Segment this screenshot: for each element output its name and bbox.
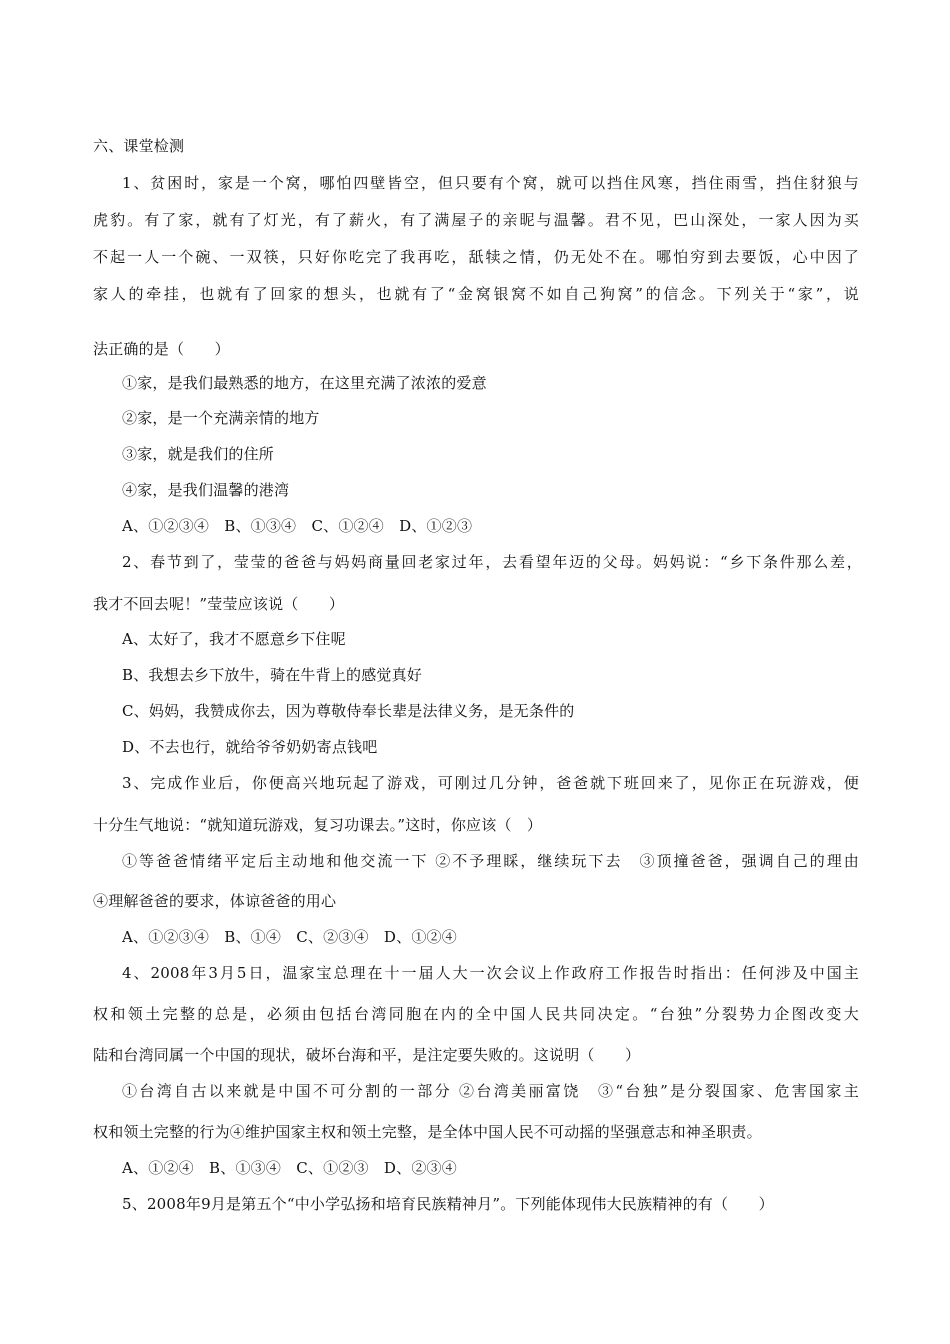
q3-options: A、①②③④ B、①④ C、②③④ D、①②④ bbox=[122, 928, 457, 946]
q2-item-d: D、不去也行，就给爷爷奶奶寄点钱吧 bbox=[122, 738, 378, 756]
q1-line-3: 不起一人一个碗、一双筷，只好你吃完了我再吃，舐犊之情，仍无处不在。哪怕穷到去要饭，心中因了 bbox=[93, 248, 859, 266]
q4-line-1: 4、2008年3月5日，温家宝总理在十一届人大一次会议上作政府工作报告时指出：任何涉及中国主 bbox=[122, 964, 859, 982]
q1-line-2: 虎豹。有了家，就有了灯光，有了薪火，有了满屋子的亲昵与温馨。君不见，巴山深处，一家人因为买 bbox=[93, 211, 859, 229]
q4-line-2: 权和领土完整的总是，必须由包括台湾同胞在内的全中国人民共同决定。“台独”分裂势力企图改变大 bbox=[93, 1005, 859, 1023]
q3-item-1: ①等爸爸情绪平定后主动地和他交流一下 ②不予理睬，继续玩下去 ③顶撞爸爸，强调自己的理由 bbox=[122, 852, 859, 870]
q2-item-b: B、我想去乡下放牛，骑在牛背上的感觉真好 bbox=[122, 666, 423, 684]
q2-line-1: 2、春节到了，莹莹的爸爸与妈妈商量回老家过年，去看望年迈的父母。妈妈说：“乡下条件那么差， bbox=[122, 553, 862, 571]
q3-item-2: ④理解爸爸的要求，体谅爸爸的用心 bbox=[93, 892, 337, 910]
q3-line-2: 十分生气地说：“就知道玩游戏，复习功课去。”这时，你应该（ ） bbox=[93, 816, 543, 834]
q1-item-2: ②家，是一个充满亲情的地方 bbox=[122, 409, 320, 427]
q1-options: A、①②③④ B、①③④ C、①②④ D、①②③ bbox=[122, 517, 473, 535]
q4-item-1: ①台湾自古以来就是中国不可分割的一部分 ②台湾美丽富饶 ③“台独”是分裂国家、危害国家主 bbox=[122, 1082, 859, 1100]
q1-line-4: 家人的牵挂，也就有了回家的想头，也就有了“金窝银窝不如自己狗窝”的信念。下列关于“家”，说 bbox=[93, 285, 859, 303]
q2-item-a: A、太好了，我才不愿意乡下住呢 bbox=[122, 630, 346, 648]
q1-item-3: ③家，就是我们的住所 bbox=[122, 445, 275, 463]
q4-line-3: 陆和台湾同属一个中国的现状，破坏台海和平，是注定要失败的。这说明（ ） bbox=[93, 1046, 641, 1064]
q4-options: A、①②④ B、①③④ C、①②③ D、②③④ bbox=[122, 1159, 457, 1177]
q5-line-1: 5、2008年9月是第五个“中小学弘扬和培育民族精神月”。下列能体现伟大民族精神的有（ ） bbox=[122, 1195, 774, 1213]
section-title: 六、课堂检测 bbox=[93, 137, 185, 155]
q2-line-2: 我才不回去呢！”莹莹应该说（ ） bbox=[93, 595, 345, 613]
q1-line-1: 1、贫困时，家是一个窝，哪怕四壁皆空，但只要有个窝，就可以挡住风寒，挡住雨雪，挡住豺狼与 bbox=[122, 174, 859, 192]
q2-item-c: C、妈妈，我赞成你去，因为尊敬侍奉长辈是法律义务，是无条件的 bbox=[122, 702, 575, 720]
q1-line-5: 法正确的是（ ） bbox=[93, 340, 230, 358]
q4-item-2: 权和领土完整的行为④维护国家主权和领土完整，是全体中国人民不可动摇的坚强意志和神圣职责。 bbox=[93, 1123, 762, 1141]
q1-item-1: ①家，是我们最熟悉的地方，在这里充满了浓浓的爱意 bbox=[122, 374, 487, 392]
q1-item-4: ④家，是我们温馨的港湾 bbox=[122, 481, 290, 499]
q3-line-1: 3、完成作业后，你便高兴地玩起了游戏，可刚过几分钟，爸爸就下班回来了，见你正在玩游戏，便 bbox=[122, 774, 859, 792]
